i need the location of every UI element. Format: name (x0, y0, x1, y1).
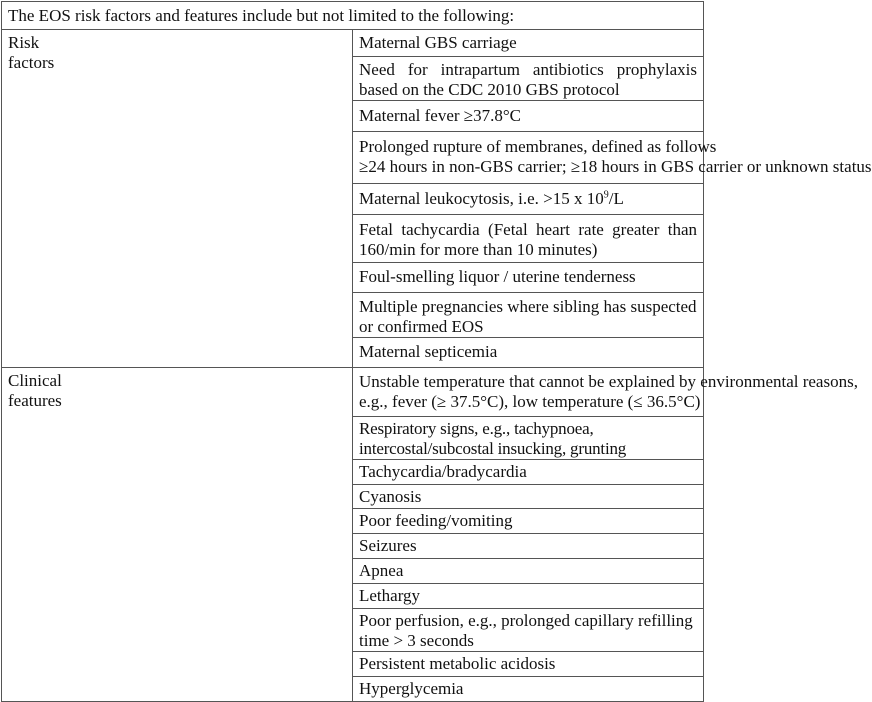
clinical-features-label-line1: Clinical (8, 371, 62, 390)
clinical-feature-item: Seizures (353, 534, 704, 559)
leukocytosis-text: Maternal leukocytosis, i.e. >15 x 10 (359, 189, 604, 208)
risk-factors-label-line1: Risk (8, 33, 40, 52)
clinical-feature-item: Lethargy (353, 584, 704, 609)
leukocytosis-unit: /L (608, 189, 624, 208)
risk-factor-item (353, 132, 872, 184)
clinical-feature-item: Hyperglycemia (353, 677, 704, 702)
clinical-feature-item: Persistent metabolic acidosis (353, 652, 704, 677)
risk-factor-item: Maternal GBS carriage (353, 30, 704, 57)
leukocytosis-exponent: 9 (603, 189, 609, 201)
risk-factor-item: Multiple pregnancies where sibling has suspected or confirmed EOS (353, 293, 704, 338)
membrane-rupture-thresholds: ≥24 hours in non-GBS carrier; ≥18 hours in GBS carrier or unknown status (359, 157, 872, 176)
risk-factor-item: Foul-smelling liquor / uterine tenderness (353, 263, 704, 293)
risk-factors-label-line2: factors (8, 53, 55, 72)
clinical-feature-item: Cyanosis (353, 485, 704, 509)
clinical-feature-item: Apnea (353, 559, 704, 584)
clinical-features-label (2, 368, 353, 702)
table-row (2, 30, 704, 57)
risk-factor-item: Maternal septicemia (353, 338, 704, 368)
risk-factors-label (2, 30, 353, 368)
membrane-rupture-definition: Prolonged rupture of membranes, defined as follows (359, 137, 717, 156)
caption-row (2, 2, 704, 30)
unstable-temperature-line1: Unstable temperature that cannot be explained by environmental reasons, (359, 372, 858, 391)
clinical-feature-item (353, 368, 858, 417)
table-caption: The EOS risk factors and features include but not limited to the following: (2, 2, 704, 30)
risk-factor-item: Need for intrapartum antibiotics prophylaxis based on the CDC 2010 GBS protocol (353, 57, 704, 101)
table-row (2, 368, 704, 417)
unstable-temperature-line2: e.g., fever (≥ 37.5°C), low temperature (≤ 36.5°C) (359, 392, 701, 411)
clinical-feature-item: Respiratory signs, e.g., tachypnoea, intercostal/subcostal insucking, grunting (353, 417, 704, 460)
eos-table (1, 1, 872, 702)
risk-factor-item: Maternal fever ≥37.8°C (353, 101, 704, 132)
clinical-feature-item: Poor perfusion, e.g., prolonged capillary refilling time > 3 seconds (353, 609, 704, 652)
clinical-feature-item: Tachycardia/bradycardia (353, 460, 704, 485)
risk-factor-item (353, 184, 704, 215)
risk-factor-item: Fetal tachycardia (Fetal heart rate greater than 160/min for more than 10 minutes) (353, 215, 704, 263)
clinical-features-label-line2: features (8, 391, 62, 410)
clinical-feature-item: Poor feeding/vomiting (353, 509, 704, 534)
